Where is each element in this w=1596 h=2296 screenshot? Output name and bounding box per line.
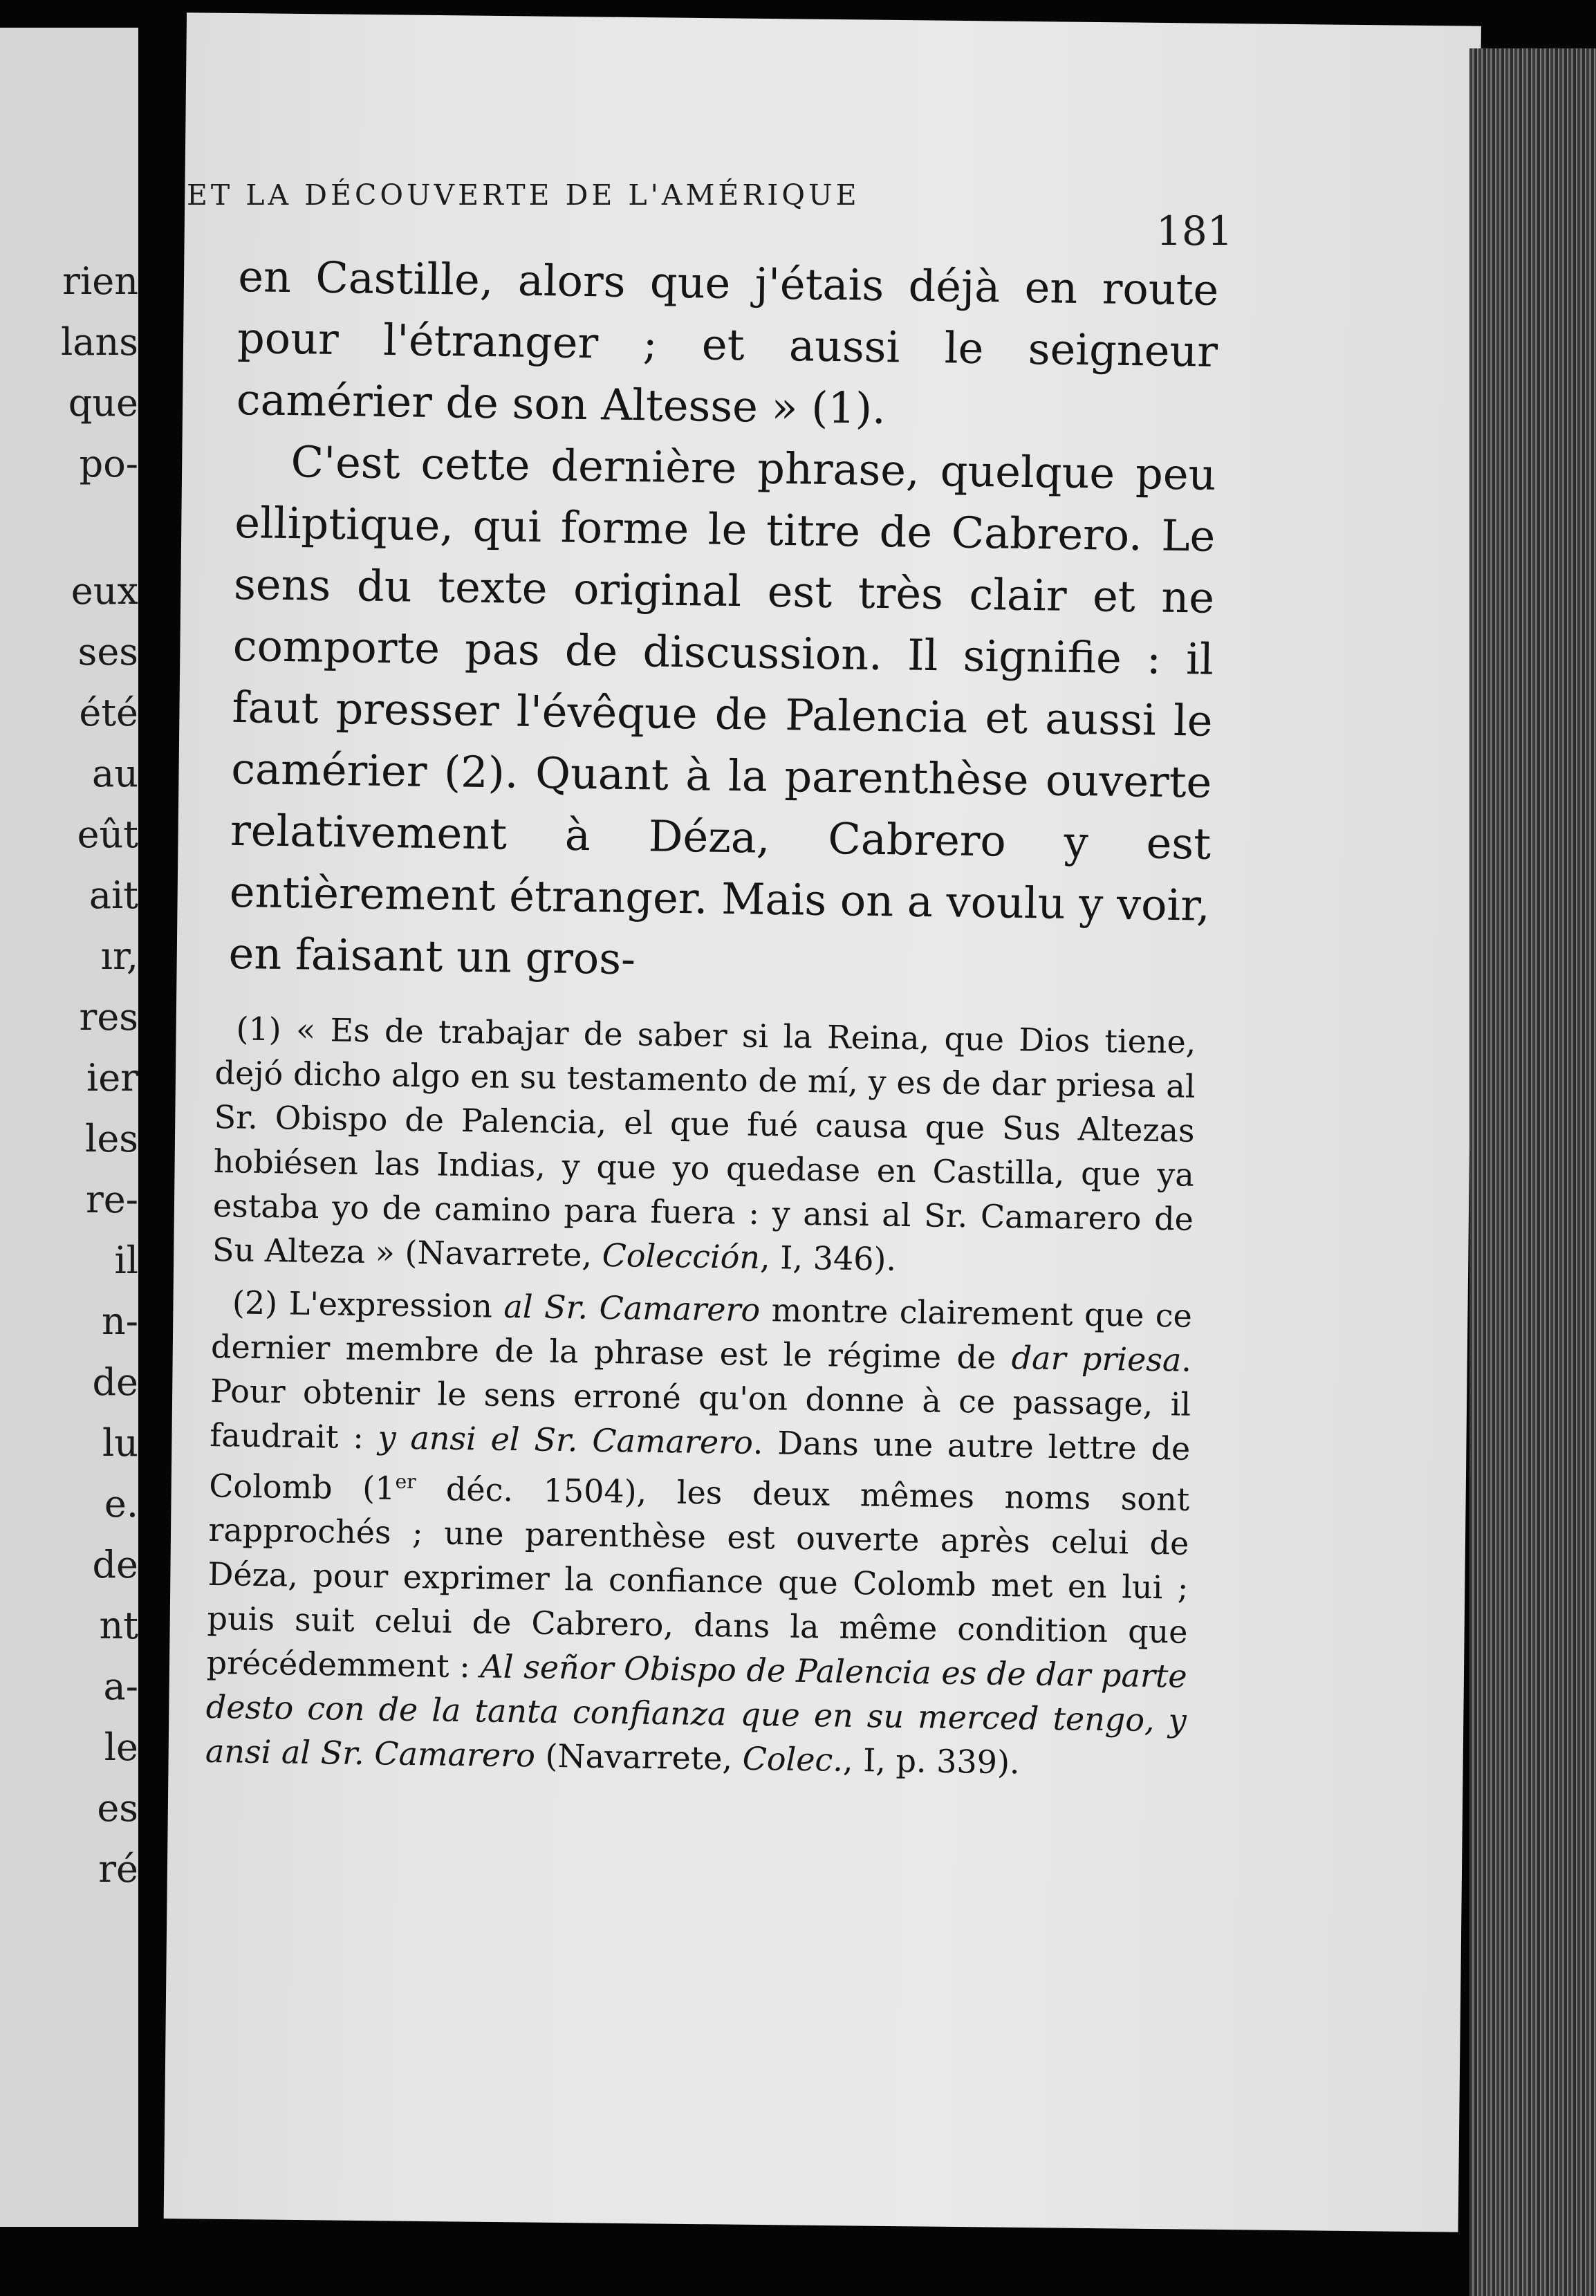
page-edges (1469, 48, 1596, 2296)
facing-page-fragment: eux (71, 569, 138, 613)
facing-page (0, 28, 158, 2227)
facing-page-fragment: nt (99, 1604, 138, 1647)
facing-page-fragment: il (114, 1239, 138, 1282)
paragraph: C'est cette dernière phrase, quelque peu elliptique, qui forme le titre de Cabrero. Le sens du texte original est très clair et ne comporte pas de discussion. Il signifie : il faut presser l'évêque de Palencia et aussi le camérier (2). Quant à la parenthèse ouverte relativement à Déza, Cabrero y est entièrement étranger. Mais on a voulu y voir, en faisant un gros- (228, 436, 1217, 985)
footnote-2: (2) L'expression al Sr. Camarero montre clairement que ce dernier membre de la phrase est le régime de dar priesa. Pour obtenir le sens erroné qu'on donne à ce passage, il faudrait : y ansi el Sr. Camarero. Dans une autre lettre de Colomb (1er déc. 1504), les deux mêmes noms sont rapprochés ; une parenthèse est ouverte après celui de Déza, pour exprimer la confiance que Colomb met en lui ; puis suit celui de Cabrero, dans la même condition que précédemment : Al señor Obispo de Palencia es de dar parte desto con de la tanta confianza que en su merced tengo, y ansi al Sr. Camarero (Navarrete, Colec., I, p. 339). (205, 1284, 1193, 1781)
footnotes (205, 1006, 1196, 1795)
paragraph: en Castille, alors que j'étais déjà en route pour l'étranger ; et aussi le seigneur camérier de son Altesse » (1). (236, 250, 1219, 434)
facing-page-fragment: res (79, 995, 138, 1039)
facing-page-fragment: lu (102, 1421, 138, 1465)
facing-page-fragment: le (104, 1725, 138, 1769)
facing-page-fragment: eût (77, 813, 138, 856)
facing-page-fragment: de (92, 1360, 138, 1404)
facing-page-fragment: es (97, 1786, 138, 1830)
facing-page-fragment: que (68, 381, 138, 425)
facing-page-fragment: lans (61, 320, 138, 364)
facing-page-fragment: re- (85, 1178, 138, 1221)
running-head: ET LA DÉCOUVERTE DE L'AMÉRIQUE (187, 178, 860, 212)
main-text (228, 246, 1219, 998)
facing-page-fragment: ait (89, 873, 138, 917)
facing-page-fragment: e. (104, 1482, 138, 1526)
footnote-1: (1) « Es de trabajar de saber si la Reina, que Dios tiene, dejó dicho algo en su testamento de mí, y es de dar priesa al Sr. Obispo de Palencia, el que fué causa que Sus Altezas hobiésen las Indias, y que yo quedase en Castilla, que ya estaba yo de camino para fuera : y ansi al Sr. Camarero de Su Alteza » (Navarrete, Colección, I, 346). (212, 1010, 1196, 1278)
facing-page-fragment: ır, (100, 934, 138, 978)
facing-page-fragment: ier (86, 1056, 138, 1100)
facing-page-fragment: au (92, 752, 138, 795)
facing-page-fragment: n- (101, 1299, 138, 1343)
facing-page-fragment: de (92, 1543, 138, 1586)
facing-page-fragment: ré (98, 1847, 138, 1891)
facing-page-fragment: été (79, 691, 138, 734)
facing-page-fragment: po- (79, 442, 138, 485)
facing-page-fragment: a- (103, 1665, 138, 1708)
facing-page-fragment: ses (77, 630, 138, 674)
page-number: 181 (1156, 207, 1233, 254)
facing-page-fragment: rien (62, 259, 138, 303)
facing-page-fragment: les (85, 1117, 138, 1160)
